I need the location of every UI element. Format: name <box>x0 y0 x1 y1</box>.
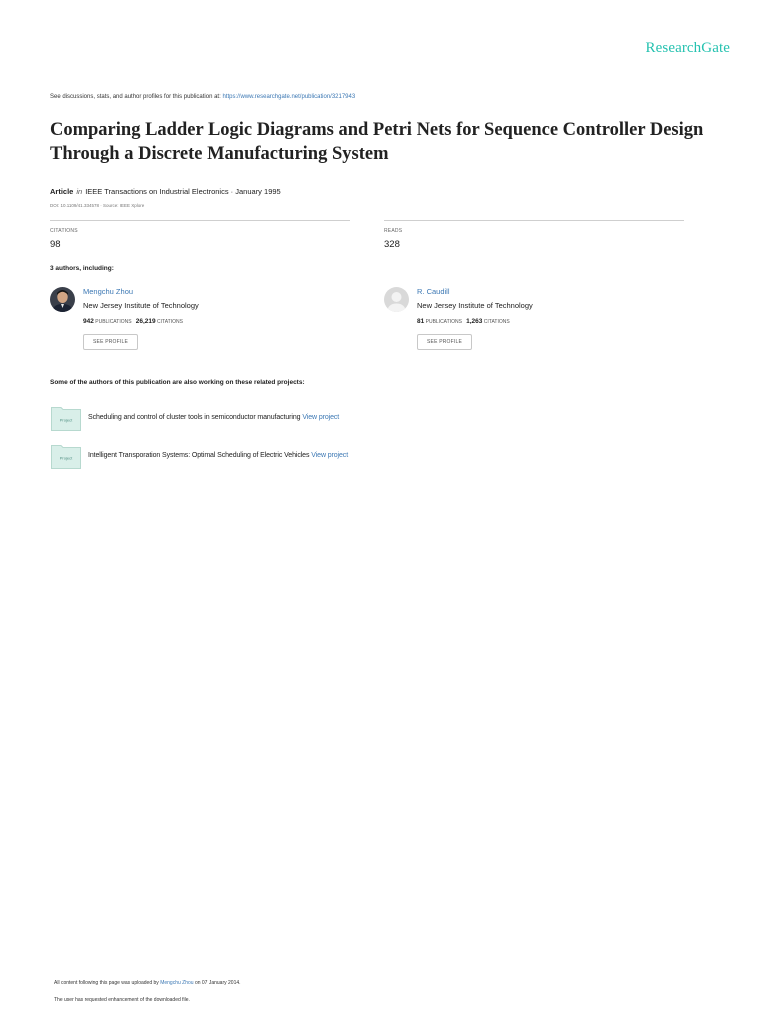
publication-meta <box>50 187 281 196</box>
doi-line: DOI: 10.1109/41.334578 · Source: IEEE Xplore <box>50 203 145 208</box>
author-counts <box>83 318 183 325</box>
project-folder-icon <box>51 444 81 469</box>
publication-kind: Article <box>50 187 74 196</box>
view-project-link[interactable]: View project <box>311 452 349 459</box>
project-item <box>51 444 451 470</box>
related-projects-heading: Some of the authors of this publication are also working on these related projects: <box>50 379 305 386</box>
author-photo-icon[interactable] <box>50 287 75 312</box>
discussion-prefix: See discussions, stats, and author profiles for this publication at: <box>50 94 221 100</box>
project-icon-label: Project <box>59 417 73 423</box>
divider-citations <box>50 220 350 221</box>
citations-count-label: CITATIONS <box>483 319 510 325</box>
upload-prefix: All content following this page was uploaded by <box>54 980 159 986</box>
in-label: in <box>76 187 83 196</box>
author-name-link[interactable]: R. Caudill <box>417 287 450 296</box>
author-card <box>50 287 350 357</box>
publications-label: PUBLICATIONS <box>95 319 132 325</box>
authors-heading: 3 authors, including: <box>50 265 114 272</box>
publication-venue[interactable]: IEEE Transactions on Industrial Electronics · January 1995 <box>85 187 281 196</box>
project-title: Scheduling and control of cluster tools in semiconductor manufacturing <box>88 414 301 421</box>
publications-count: 942 <box>83 318 94 325</box>
project-item <box>51 406 451 432</box>
publications-count: 81 <box>417 318 425 325</box>
publication-url-link[interactable]: https://www.researchgate.net/publication/3217943 <box>222 94 356 100</box>
project-title: Intelligent Transporation Systems: Optimal Scheduling of Electric Vehicles <box>88 452 310 459</box>
researchgate-logo[interactable]: ResearchGate <box>645 40 730 56</box>
citations-count-label: CITATIONS <box>157 319 183 325</box>
see-profile-button[interactable]: SEE PROFILE <box>83 334 138 350</box>
author-name-link[interactable]: Mengchu Zhou <box>83 287 134 296</box>
reads-value: 328 <box>384 239 400 250</box>
project-icon-label: Project <box>59 455 73 461</box>
publications-label: PUBLICATIONS <box>425 319 462 325</box>
see-profile-button[interactable]: SEE PROFILE <box>417 334 472 350</box>
project-folder-icon <box>51 406 81 431</box>
view-project-link[interactable]: View project <box>302 414 340 421</box>
project-line <box>88 414 339 421</box>
citations-count: 26,219 <box>135 318 156 325</box>
divider-reads <box>384 220 684 221</box>
upload-suffix: on 07 January 2014. <box>194 980 241 986</box>
author-counts <box>417 318 510 325</box>
reads-label: READS <box>384 228 403 234</box>
upload-note <box>54 980 241 986</box>
citations-label: CITATIONS <box>50 228 78 234</box>
citations-value: 98 <box>50 239 61 250</box>
author-card <box>384 287 684 357</box>
author-institution: New Jersey Institute of Technology <box>83 301 199 310</box>
author-institution: New Jersey Institute of Technology <box>417 301 533 310</box>
citations-count: 1,263 <box>466 318 483 325</box>
discussion-line <box>50 94 355 100</box>
publication-title: Comparing Ladder Logic Diagrams and Petri Nets for Sequence Controller Design Through a Discrete Manufacturing System <box>50 120 704 164</box>
uploader-link[interactable]: Mengchu Zhou <box>160 980 194 986</box>
project-line <box>88 452 348 459</box>
default-user-icon[interactable] <box>384 287 409 312</box>
enhancement-note: The user has requested enhancement of the downloaded file. <box>54 997 190 1003</box>
